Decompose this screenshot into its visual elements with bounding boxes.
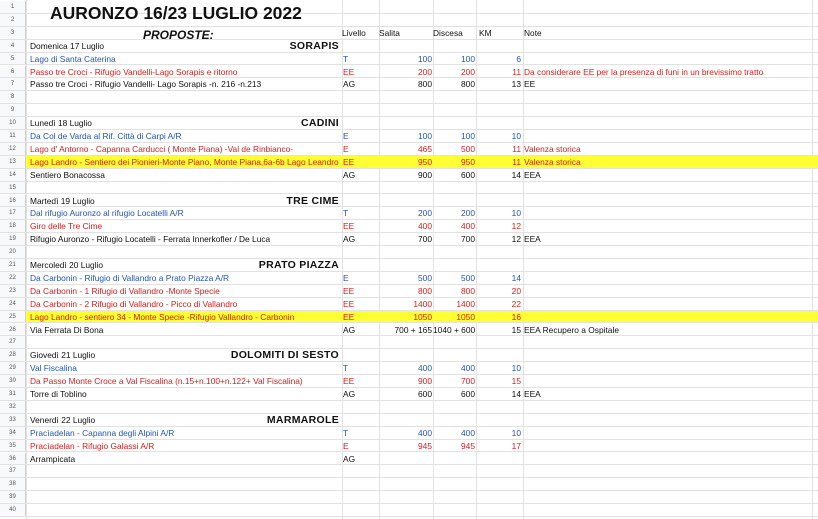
level-cell[interactable]: AG xyxy=(343,234,356,245)
km-cell[interactable]: 11 xyxy=(512,143,521,154)
note-cell[interactable]: EE xyxy=(524,79,536,90)
descent-cell[interactable]: 200 xyxy=(461,66,475,77)
level-cell[interactable]: EE xyxy=(343,221,355,232)
section-title[interactable]: DOLOMITI DI SESTO xyxy=(230,349,339,362)
route-name[interactable]: Passo tre Croci - Rifugio Vandelli- Lago Sorapis -n. 216 -n.213 xyxy=(30,79,262,90)
row-number[interactable]: 35 xyxy=(0,440,26,452)
sheet-row xyxy=(0,324,818,337)
km-cell[interactable]: 15 xyxy=(511,376,521,387)
km-cell[interactable]: 20 xyxy=(511,285,521,296)
route-name[interactable]: Rifugio Auronzo - Rifugio Locatelli - Ferrata Innerkofler / De Luca xyxy=(30,234,271,245)
row-number[interactable]: 29 xyxy=(0,362,26,374)
level-cell[interactable]: E xyxy=(343,131,349,141)
row-number[interactable]: 4 xyxy=(0,40,26,52)
sheet-row xyxy=(0,40,818,53)
sheet-row xyxy=(0,298,818,311)
ascent-cell[interactable]: 100 xyxy=(418,53,432,64)
level-cell[interactable]: AG xyxy=(343,324,356,335)
level-cell[interactable]: AG xyxy=(343,389,356,399)
note-cell[interactable]: EEA xyxy=(524,389,541,399)
km-cell[interactable]: 13 xyxy=(511,79,521,90)
ascent-cell[interactable]: 700 xyxy=(418,234,432,245)
sheet-row xyxy=(0,285,818,298)
km-cell[interactable]: 22 xyxy=(511,298,521,309)
km-cell[interactable]: 11 xyxy=(512,156,521,167)
sheet-row xyxy=(0,440,818,453)
sheet-row xyxy=(0,53,818,66)
route-name[interactable]: Arrampicata xyxy=(30,453,76,464)
sheet-row xyxy=(0,143,818,156)
ascent-cell[interactable]: 400 xyxy=(418,427,432,438)
row-number[interactable]: 15 xyxy=(0,182,26,194)
km-cell[interactable]: 11 xyxy=(512,66,521,77)
km-cell[interactable]: 17 xyxy=(511,440,521,451)
row-number[interactable]: 33 xyxy=(0,414,26,426)
sheet-row xyxy=(0,453,818,466)
row-number[interactable]: 36 xyxy=(0,453,26,465)
level-cell[interactable]: T xyxy=(343,363,349,374)
row-number[interactable]: 2 xyxy=(0,14,26,26)
level-cell[interactable]: EE xyxy=(343,66,355,77)
sheet-row xyxy=(0,66,818,79)
ascent-cell[interactable]: 1400 xyxy=(413,298,432,309)
sheet-row xyxy=(0,130,818,143)
descent-cell[interactable]: 700 xyxy=(461,376,475,387)
sheet-row xyxy=(0,220,818,233)
row-number[interactable]: 9 xyxy=(0,104,26,116)
sheet-row xyxy=(0,375,818,388)
level-cell[interactable]: T xyxy=(343,427,349,438)
sheet-row xyxy=(0,104,818,117)
note-cell[interactable]: EEA xyxy=(524,234,541,245)
level-cell[interactable]: EE xyxy=(343,376,355,387)
sheet-title: AURONZO 16/23 LUGLIO 2022 xyxy=(50,3,302,23)
row-number[interactable]: 6 xyxy=(0,66,26,78)
descent-cell[interactable]: 400 xyxy=(461,221,475,232)
row-number[interactable]: 3 xyxy=(0,27,26,39)
level-cell[interactable]: AG xyxy=(343,169,356,180)
sheet-row xyxy=(0,401,818,414)
ascent-cell[interactable]: 400 xyxy=(418,363,432,374)
note-cell[interactable]: EEA Recupero a Ospitale xyxy=(524,324,619,335)
row-number[interactable]: 24 xyxy=(0,298,26,310)
sheet-row xyxy=(0,233,818,246)
descent-cell[interactable] xyxy=(433,453,475,465)
level-cell[interactable]: T xyxy=(343,53,349,64)
row-number[interactable]: 27 xyxy=(0,336,26,348)
route-name[interactable]: Venerdì 22 Luglio xyxy=(30,414,96,425)
level-cell[interactable]: T xyxy=(343,208,349,219)
row-number[interactable]: 12 xyxy=(0,143,26,155)
level-cell[interactable]: AG xyxy=(343,79,356,90)
route-name[interactable]: Val Fiscalina xyxy=(30,363,77,374)
sheet-row xyxy=(0,311,818,324)
row-number[interactable]: 34 xyxy=(0,427,26,439)
descent-cell[interactable]: 600 xyxy=(461,389,475,399)
row-number[interactable]: 7 xyxy=(0,78,26,90)
route-name[interactable]: Passo tre Croci - Rifugio Vandelli-Lago Sorapis e ritorno xyxy=(30,66,238,77)
sheet-row xyxy=(0,91,818,104)
descent-cell[interactable]: 500 xyxy=(461,143,475,154)
ascent-cell[interactable] xyxy=(380,453,432,465)
ascent-cell[interactable]: 200 xyxy=(418,66,432,77)
ascent-cell[interactable]: 600 xyxy=(418,389,432,399)
ascent-cell[interactable]: 800 xyxy=(418,79,432,90)
route-name[interactable]: Da Carbonin - 1 Rifugio di Vallandro -Monte Specie xyxy=(30,285,220,296)
row-number[interactable]: 14 xyxy=(0,169,26,181)
ascent-cell[interactable]: 900 xyxy=(418,376,432,387)
descent-cell[interactable]: 600 xyxy=(461,169,475,180)
descent-cell[interactable]: 700 xyxy=(461,234,475,245)
descent-cell[interactable]: 400 xyxy=(461,363,475,374)
level-cell[interactable]: EE xyxy=(343,298,355,309)
header-livello[interactable]: Livello xyxy=(342,27,366,38)
route-name[interactable]: Domenica 17 Luglio xyxy=(30,40,105,51)
sheet-row xyxy=(0,27,818,40)
descent-cell[interactable]: 800 xyxy=(461,79,475,90)
route-name[interactable]: Martedì 19 Luglio xyxy=(30,195,95,206)
section-title[interactable]: TRE CIME xyxy=(286,194,339,207)
section-title[interactable]: SORAPIS xyxy=(289,39,339,52)
km-cell[interactable]: 14 xyxy=(511,389,521,399)
descent-cell[interactable]: 500 xyxy=(461,272,475,283)
descent-cell[interactable]: 945 xyxy=(461,440,475,451)
descent-cell[interactable]: 1400 xyxy=(456,298,475,309)
route-name[interactable]: Da Passo Monte Croce a Val Fiscalina (n.15+n.100+n.122+ Val Fiscalina) xyxy=(30,376,303,387)
km-cell[interactable]: 10 xyxy=(511,363,521,374)
km-cell[interactable] xyxy=(479,453,521,465)
section-title[interactable]: MARMAROLE xyxy=(266,413,339,426)
row-number[interactable]: 8 xyxy=(0,91,26,103)
row-number[interactable]: 10 xyxy=(0,117,26,129)
route-name[interactable]: Pracìadelan - Capanna degli Alpini A/R xyxy=(30,427,175,438)
sheet-row xyxy=(0,504,818,517)
km-cell[interactable]: 16 xyxy=(511,311,521,322)
row-number[interactable]: 40 xyxy=(0,504,26,516)
sheet-row xyxy=(0,349,818,362)
sheet-row xyxy=(0,246,818,259)
ascent-cell[interactable]: 400 xyxy=(418,221,432,232)
row-number[interactable]: 31 xyxy=(0,388,26,400)
row-number[interactable]: 20 xyxy=(0,246,26,258)
sheet-row xyxy=(0,388,818,401)
sheet-row xyxy=(0,336,818,349)
note-cell[interactable]: EEA xyxy=(524,169,541,180)
ascent-cell[interactable]: 1050 xyxy=(413,311,432,322)
sheet-row xyxy=(0,117,818,130)
descent-cell[interactable]: 100 xyxy=(461,53,475,64)
sheet-row xyxy=(0,195,818,208)
route-name[interactable]: Da Carbonin - Rifugio di Vallandro a Prato Piazza A/R xyxy=(30,272,230,283)
route-name[interactable]: Giovedì 21 Luglio xyxy=(30,350,96,361)
ascent-cell[interactable]: 500 xyxy=(418,272,432,283)
sheet-row xyxy=(0,465,818,478)
descent-cell[interactable]: 950 xyxy=(461,156,475,167)
ascent-cell[interactable]: 700 + 165 xyxy=(394,324,432,335)
sheet-row xyxy=(0,478,818,491)
descent-cell[interactable]: 400 xyxy=(461,427,475,438)
header-note[interactable]: Note xyxy=(524,27,542,38)
route-name[interactable]: Lago d' Antorno - Capanna Carducci ( Monte Piana) -Val de Rinbianco- xyxy=(30,143,294,154)
descent-cell[interactable]: 1040 + 600 xyxy=(433,324,476,335)
note-cell[interactable]: Da considerare EE per la presenza di funi in un brevissimo tratto xyxy=(524,66,764,77)
km-cell[interactable]: 10 xyxy=(511,427,521,438)
route-name[interactable]: Via Ferrata Di Bona xyxy=(30,324,104,335)
row-number[interactable]: 13 xyxy=(0,156,26,168)
row-number[interactable]: 26 xyxy=(0,324,26,336)
km-cell[interactable]: 6 xyxy=(516,53,521,64)
sheet-row xyxy=(0,272,818,285)
route-name[interactable]: Torre di Toblino xyxy=(30,389,87,399)
note-cell[interactable]: Valenza storica xyxy=(524,143,581,154)
km-cell[interactable]: 10 xyxy=(511,131,521,141)
route-name[interactable]: Lago Landro - Sentiero dei Pionieri-Monte Piano, Monte Piana,6a-6b Lago Leandro xyxy=(30,156,339,167)
sheet-row xyxy=(0,491,818,504)
route-name[interactable]: Pracìadelan - Rifugio Galassi A/R xyxy=(30,440,155,451)
level-cell[interactable]: E xyxy=(343,272,349,283)
row-number[interactable]: 32 xyxy=(0,401,26,413)
section-title[interactable]: CADINI xyxy=(301,117,339,130)
row-number[interactable]: 37 xyxy=(0,465,26,477)
row-number[interactable]: 39 xyxy=(0,491,26,503)
ascent-cell[interactable]: 945 xyxy=(418,440,432,451)
route-name[interactable]: Giro delle Tre Cime xyxy=(30,221,103,232)
route-name[interactable]: Dal rifugio Auronzo al rifugio Locatelli A/R xyxy=(30,208,184,219)
sheet-row xyxy=(0,362,818,375)
row-number[interactable]: 5 xyxy=(0,53,26,65)
ascent-cell[interactable]: 465 xyxy=(418,143,432,154)
row-number[interactable]: 16 xyxy=(0,195,26,207)
sheet-row xyxy=(0,259,818,272)
km-cell[interactable]: 15 xyxy=(511,324,521,335)
ascent-cell[interactable]: 800 xyxy=(418,285,432,296)
ascent-cell[interactable]: 900 xyxy=(418,169,432,180)
header-salita[interactable]: Salita xyxy=(379,27,400,38)
row-number[interactable]: 28 xyxy=(0,349,26,361)
sheet-row xyxy=(0,169,818,182)
route-name[interactable]: Sentiero Bonacossa xyxy=(30,169,105,180)
km-cell[interactable]: 14 xyxy=(511,272,521,283)
section-title[interactable]: PRATO PIAZZA xyxy=(258,259,339,271)
header-km[interactable]: KM xyxy=(479,27,492,38)
row-number[interactable]: 30 xyxy=(0,375,26,387)
sheet-row xyxy=(0,414,818,427)
descent-cell[interactable]: 800 xyxy=(461,285,475,296)
ascent-cell[interactable]: 950 xyxy=(418,156,432,167)
level-cell[interactable]: AG xyxy=(343,453,356,464)
route-name[interactable]: Da Col de Varda al Rif. Città di Carpi A/R xyxy=(30,131,182,141)
note-cell[interactable]: Valenza storica xyxy=(524,156,581,167)
route-name[interactable]: Lago di Santa Caterina xyxy=(30,53,116,64)
sheet-row xyxy=(0,182,818,195)
level-cell[interactable]: EE xyxy=(343,156,355,167)
km-cell[interactable]: 12 xyxy=(511,234,521,245)
descent-cell[interactable]: 200 xyxy=(461,208,475,219)
ascent-cell[interactable]: 200 xyxy=(418,208,432,219)
level-cell[interactable]: E xyxy=(343,143,349,154)
sheet-row xyxy=(0,156,818,169)
row-number[interactable]: 17 xyxy=(0,207,26,219)
row-number[interactable]: 21 xyxy=(0,259,26,271)
sheet-subtitle: PROPOSTE: xyxy=(143,28,214,42)
km-cell[interactable]: 12 xyxy=(511,221,521,232)
row-number[interactable]: 25 xyxy=(0,311,26,323)
level-cell[interactable]: EE xyxy=(343,285,355,296)
row-number[interactable]: 19 xyxy=(0,233,26,245)
row-number[interactable]: 22 xyxy=(0,272,26,284)
km-cell[interactable]: 10 xyxy=(511,208,521,219)
level-cell[interactable]: E xyxy=(343,440,349,451)
route-name[interactable]: Lunedì 18 Luglio xyxy=(30,118,92,129)
row-number[interactable]: 38 xyxy=(0,478,26,490)
header-discesa[interactable]: Discesa xyxy=(433,27,463,38)
sheet-row xyxy=(0,78,818,91)
ascent-cell[interactable]: 100 xyxy=(418,131,432,141)
row-number[interactable]: 1 xyxy=(0,1,26,13)
level-cell[interactable]: EE xyxy=(343,311,355,322)
descent-cell[interactable]: 100 xyxy=(461,131,475,141)
route-name[interactable]: Mercoledì 20 Luglio xyxy=(30,260,104,270)
route-name[interactable]: Da Carbonin - 2 Rifugio di Vallandro - Picco di Vallandro xyxy=(30,298,238,309)
sheet-row xyxy=(0,427,818,440)
route-name[interactable]: Lago Landro - sentiero 34 - Monte Specie -Rifugio Vallandro - Carbonin xyxy=(30,311,295,322)
sheet-row xyxy=(0,207,818,220)
row-number[interactable]: 23 xyxy=(0,285,26,297)
descent-cell[interactable]: 1050 xyxy=(456,311,475,322)
row-number[interactable]: 18 xyxy=(0,220,26,232)
km-cell[interactable]: 14 xyxy=(511,169,521,180)
row-number[interactable]: 11 xyxy=(0,130,26,142)
